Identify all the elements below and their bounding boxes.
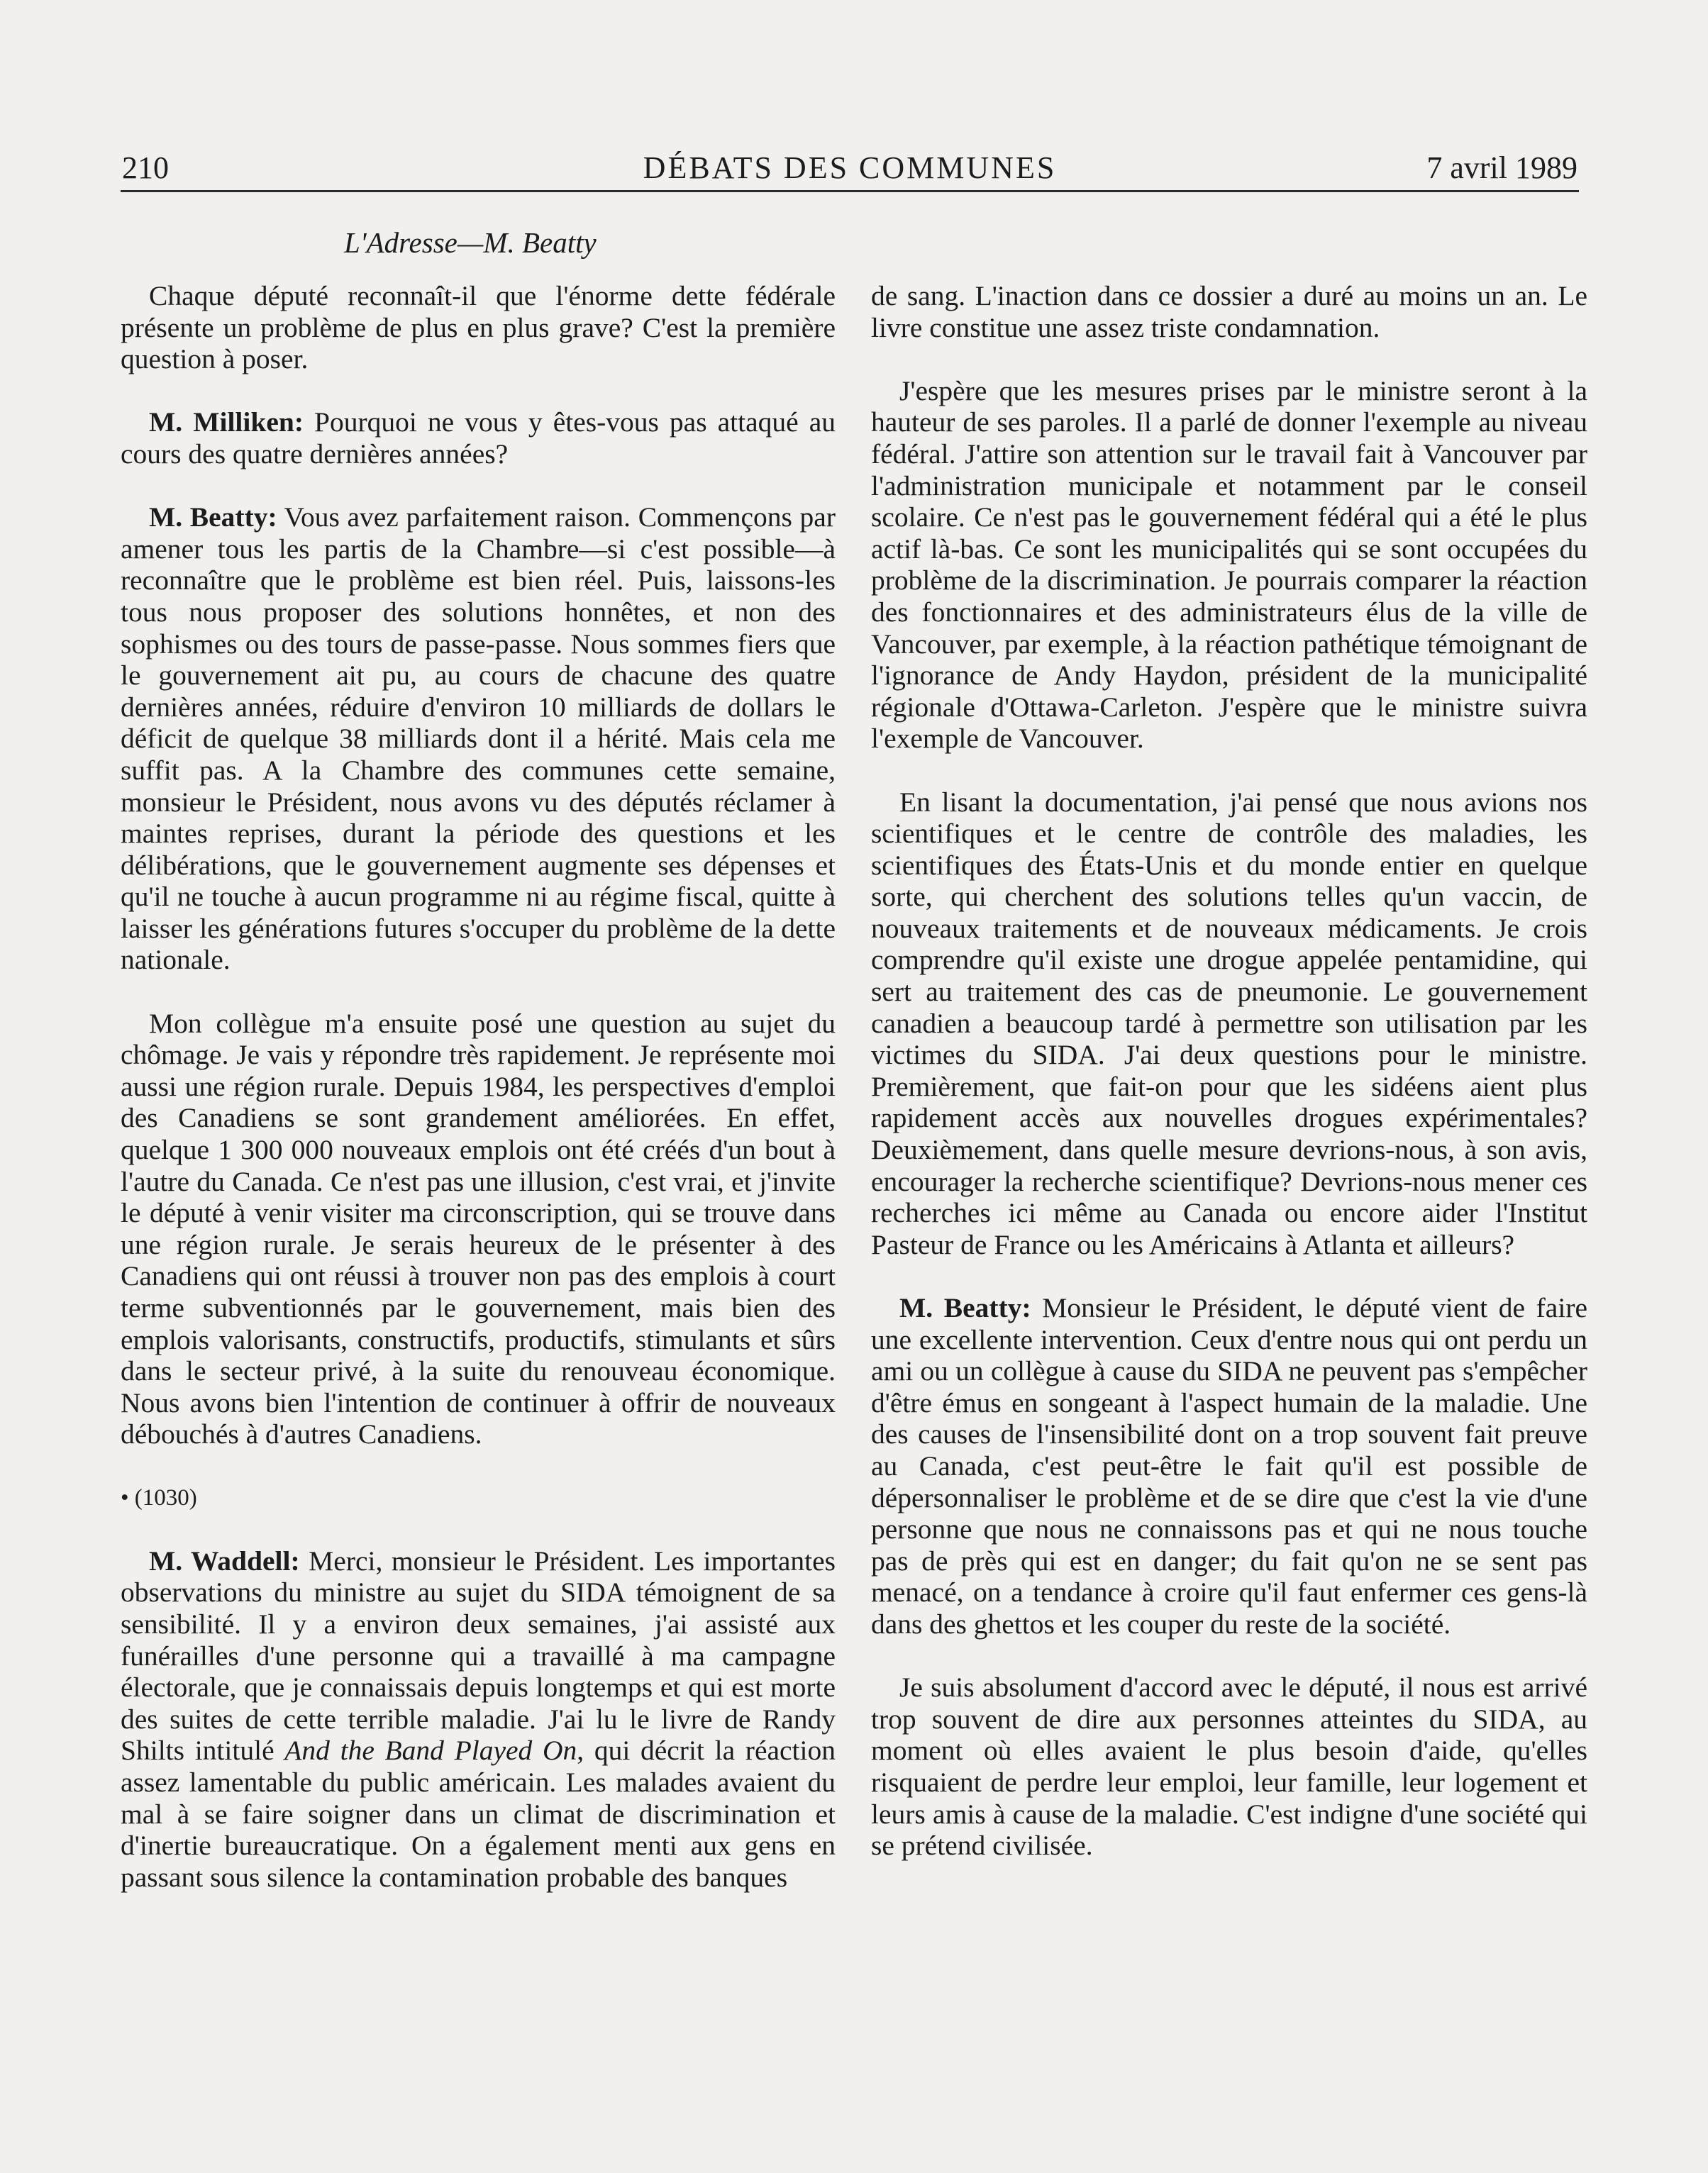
speech-milliken xyxy=(121,406,836,469)
time-marker: • (1030) xyxy=(121,1484,197,1511)
left-column xyxy=(121,280,836,1893)
paragraph-continued: de sang. L'inaction dans ce dossier a duré au moins un an. Le livre constitue une assez triste condamnation. xyxy=(871,280,1587,343)
running-head: L'Adresse—M. Beatty xyxy=(344,226,597,259)
speech-text: , qui décrit la réaction assez lamentable du public américain. Les malades avaient du mal à se faire soigner dans un climat de discrimination et d'inertie bureaucratique. On a également menti aux gens en passant sous silence la contamination probable des banques xyxy=(121,1735,836,1893)
speech-beatty xyxy=(871,1292,1587,1640)
speech-beatty xyxy=(121,501,836,976)
speaker-name: M. Beatty: xyxy=(899,1292,1031,1323)
speech-text: Pourquoi ne vous y êtes-vous pas attaqué au cours des quatre dernières années? xyxy=(121,406,836,469)
book-title: And the Band Played On xyxy=(284,1735,577,1767)
speech-waddell xyxy=(121,1545,836,1894)
paragraph: J'espère que les mesures prises par le ministre seront à la hauteur de ses paroles. Il a parlé de donner l'exemple au niveau fédéral. J'attire son attention sur le travail fait à Vancouver par l'administration municipale et notamment par le conseil scolaire. Ce n'est pas le gouvernement fédéral qui a été le plus actif là-bas. Ce sont les municipalités qui se sont occupées du problème de la discrimination. Je pourrais comparer la réaction des fonctionnaires et des administrateurs élus de la ville de Vancouver, par exemple, à la réaction pathétique témoignant de l'ignorance de Andy Haydon, président de la municipalité régionale d'Ottawa-Carleton. J'espère que le ministre suivra l'exemple de Vancouver. xyxy=(871,374,1587,755)
speech-text: Merci, monsieur le Président. Les importantes observations du ministre au sujet du SIDA témoignent de sa sensibilité. Il y a environ deux semaines, j'ai assisté aux funérailles d'une personne qui a travaillé à ma campagne électorale, que je connaissais depuis longtemps et qui est morte des suites de cette terrible maladie. J'ai lu le livre de Randy Shilts intitulé xyxy=(121,1545,836,1767)
page-number: 210 xyxy=(122,150,169,185)
paragraph: Chaque député reconnaît-il que l'énorme dette fédérale présente un problème de plus en plus grave? C'est la première question à poser. xyxy=(121,280,836,375)
page-header xyxy=(121,146,1579,192)
speech-text: Monsieur le Président, le député vient de faire une excellente intervention. Ceux d'entre nous qui ont perdu un ami ou un collègue à cause du SIDA ne peuvent pas s'empêcher d'être émus en songeant à l'aspect humain de la maladie. Une des causes de l'insensibilité dont on a trop souvent fait preuve au Canada, c'est peut-être le fait qu'il est possible de dépersonnaliser le problème et de se dire que c'est la vie d'une personne que nous ne connaissons pas et qui ne nous touche pas de près qui est en danger; du fait qu'on ne se sent pas menacé, on a tendance à croire qu'il faut enfermer ces gens-là dans des ghettos et les couper du reste de la société. xyxy=(871,1292,1588,1640)
speaker-name: M. Milliken: xyxy=(149,406,304,438)
journal-title: DÉBATS DES COMMUNES xyxy=(643,150,1057,185)
speech-text: Vous avez parfaitement raison. Commençons par amener tous les partis de la Chambre—si c'est possible—à reconnaître que le problème est bien réel. Puis, laissons-les tous nous proposer des solutions honnêtes, et non des sophismes ou des tours de passe-passe. Nous sommes fiers que le gouvernement ait pu, au cours de chacune des quatre dernières années, réduire d'environ 10 milliards de dollars le déficit de quelque 38 milliards dont il a hérité. Mais cela me suffit pas. A la Chambre des communes cette semaine, monsieur le Président, nous avons vu des députés réclamer à maintes reprises, durant la période des questions et les délibérations, que le gouvernement augmente ses dépenses et qu'il ne touche à aucun programme ni au régime fiscal, quitte à laisser les générations futures s'occuper du problème de la dette nationale. xyxy=(121,501,836,976)
right-column xyxy=(871,280,1587,1862)
speaker-name: M. Beatty: xyxy=(149,501,277,533)
paragraph: Mon collègue m'a ensuite posé une question au sujet du chômage. Je vais y répondre très rapidement. Je représente moi aussi une région rurale. Depuis 1984, les perspectives d'emploi des Canadiens se sont grandement améliorées. En effet, quelque 1 300 000 nouveaux emplois ont été créés d'un bout à l'autre du Canada. Ce n'est pas une illusion, c'est vrai, et j'invite le député à venir visiter ma circonscription, qui se trouve dans une région rurale. Je serais heureux de le présenter à des Canadiens qui ont réussi à trouver non pas des emplois à court terme subventionnés par le gouvernement, mais bien des emplois valorisants, constructifs, productifs, stimulants et sûrs dans le secteur privé, à la suite du renouveau économique. Nous avons bien l'intention de continuer à offrir de nouveaux débouchés à d'autres Canadiens. xyxy=(121,1007,836,1450)
paragraph: Je suis absolument d'accord avec le député, il nous est arrivé trop souvent de dire aux personnes atteintes du SIDA, au moment où elles avaient le plus besoin d'aide, qu'elles risquaient de perdre leur emploi, leur famille, leur logement et leurs amis à cause de la maladie. C'est indigne d'une société qui se prétend civilisée. xyxy=(871,1672,1587,1862)
paragraph: En lisant la documentation, j'ai pensé que nous avions nos scientifiques et le centre de contrôle des maladies, les scientifiques des États-Unis et du monde entier en quelque sorte, qui cherchent des solutions telles qu'un vaccin, de nouveaux traitements et de nouveaux médicaments. Je crois comprendre qu'il existe une drogue appelée pentamidine, qui sert au traitement des cas de pneumonie. Le gouvernement canadien a beaucoup tardé à permettre son utilisation par les victimes du SIDA. J'ai deux questions pour le ministre. Premièrement, que fait-on pour que les sidéens aient plus rapidement accès aux nouvelles drogues expérimentales? Deuxièmement, dans quelle mesure devrions-nous, à son avis, encourager la recherche scientifique? Devrions-nous mener ces recherches ici même au Canada ou encore aider l'Institut Pasteur de France ou les Américains à Atlanta et ailleurs? xyxy=(871,786,1587,1260)
speaker-name: M. Waddell: xyxy=(149,1545,300,1577)
header-date: 7 avril 1989 xyxy=(1426,150,1577,185)
